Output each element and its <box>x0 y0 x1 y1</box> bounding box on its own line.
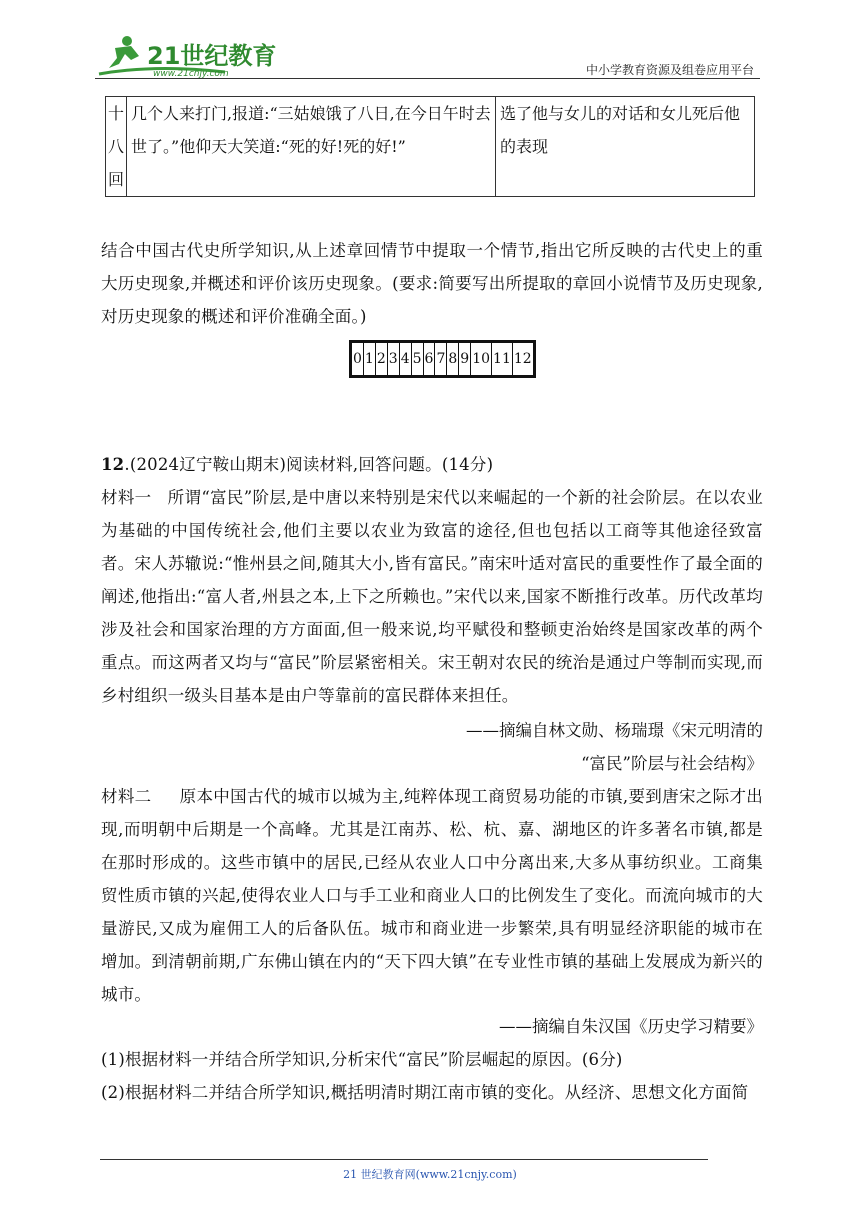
footer-text: 21 世纪教育网(www.21cnjy.com) <box>343 1168 517 1181</box>
score-box[interactable]: 0 <box>352 343 364 375</box>
chapter-char: 回 <box>108 170 125 189</box>
material-2-text: 原本中国古代的城市以城为主,纯粹体现工商贸易功能的市镇,要到唐宋之际才出现,而明朝中后期是一个高峰。尤其是江南苏、松、杭、嘉、湖地区的许多著名市镇,都是在那时形成的。这些市镇中的居民,已经从农业人口中分离出来,大多从事纺织业。工商集贸性质市镇的兴起,使得农业人口与手工业和商业人口的比例发生了变化。而流向城市的大量游民,又成为雇佣工人的后备队伍。城市和商业进一步繁荣,具有明显经济职能的城市在增加。到清朝前期,广东佛山镇在内的“天下四大镇”在专业性市镇的基础上发展成为新兴的城市。 <box>101 787 763 1004</box>
score-box[interactable]: 2 <box>376 343 388 375</box>
score-box[interactable]: 3 <box>388 343 400 375</box>
question-12-stem <box>101 448 763 481</box>
chapter-number-cell <box>106 97 127 197</box>
task-paragraph: 结合中国古代史所学知识,从上述章回情节中提取一个情节,指出它所反映的古代史上的重大历史现象,并概述和评价该历史现象。(要求:简要写出所提取的章回小说情节及历史现象,对历史现象的概述和评价准确全面。) <box>101 241 763 326</box>
sub-question-2: (2)根据材料二并结合所学知识,概括明清时期江南市镇的变化。从经济、思想文化方面简 <box>101 1083 749 1102</box>
header-divider <box>95 78 760 79</box>
material-1-label: 材料一 <box>101 488 152 507</box>
material-2-source: ——摘编自朱汉国《历史学习精要》 <box>499 1017 763 1036</box>
material-1-text: 所谓“富民”阶层,是中唐以来特别是宋代以来崛起的一个新的社会阶层。在以农业为基础的中国传统社会,他们主要以农业为致富的途径,但也包括以工商等其他途径致富者。宋人苏辙说:“惟州县之间,随其大小,皆有富民。”南宋叶适对富民的重要性作了最全面的阐述,他指出:“富人者,州县之本,上下之所赖也。”宋代以来,国家不断推行改革。历代改革均涉及社会和国家治理的方方面面,但一般来说,均平赋役和整顿吏治始终是国家改革的两个重点。而这两者又均与“富民”阶层紧密相关。宋王朝对农民的统治是通过户等制而实现,而乡村组织一级头目基本是由户等靠前的富民群体来担任。 <box>101 488 764 705</box>
site-logo <box>95 34 285 78</box>
score-box[interactable]: 8 <box>447 343 459 375</box>
plot-cell: 几个人来打门,报道:“三姑娘饿了八日,在今日午时去世了。”他仰天大笑道:“死的好!死的好!” <box>127 97 496 197</box>
score-box[interactable]: 9 <box>459 343 471 375</box>
chapter-char: 八 <box>108 137 125 156</box>
material-2-label: 材料二 <box>101 787 152 806</box>
score-box[interactable]: 4 <box>400 343 412 375</box>
note-cell: 选了他与女儿的对话和女儿死后他的表现 <box>496 97 755 197</box>
question-stem: .(2024辽宁鞍山期末)阅读材料,回答问题。(14分) <box>124 455 494 474</box>
svg-text:www.21cnjy.com: www.21cnjy.com <box>153 69 229 78</box>
platform-name: 中小学教育资源及组卷应用平台 <box>585 63 754 77</box>
chapter-char: 十 <box>108 104 125 123</box>
material-1-source-line-2: “富民”阶层与社会结构》 <box>581 754 763 773</box>
material-1 <box>101 481 763 712</box>
score-box[interactable]: 10 <box>471 343 492 375</box>
material-1-source-line-1: ——摘编自林文勋、杨瑞璟《宋元明清的 <box>466 721 763 740</box>
score-box[interactable]: 7 <box>435 343 447 375</box>
score-box[interactable]: 12 <box>513 351 532 367</box>
score-box[interactable]: 6 <box>424 343 436 375</box>
score-box-row <box>349 340 536 378</box>
chapter-table <box>105 96 755 197</box>
svg-text:21世纪教育: 21世纪教育 <box>147 42 277 70</box>
footer-divider <box>100 1159 708 1160</box>
sub-question-1: (1)根据材料一并结合所学知识,分析宋代“富民”阶层崛起的原因。(6分) <box>101 1050 623 1069</box>
score-box[interactable]: 5 <box>412 343 424 375</box>
page-header <box>95 26 760 78</box>
material-2 <box>101 780 763 1011</box>
score-box[interactable]: 1 <box>364 343 376 375</box>
question-number: 12 <box>101 455 125 474</box>
score-box[interactable]: 11 <box>492 343 513 375</box>
table-row <box>106 97 755 197</box>
